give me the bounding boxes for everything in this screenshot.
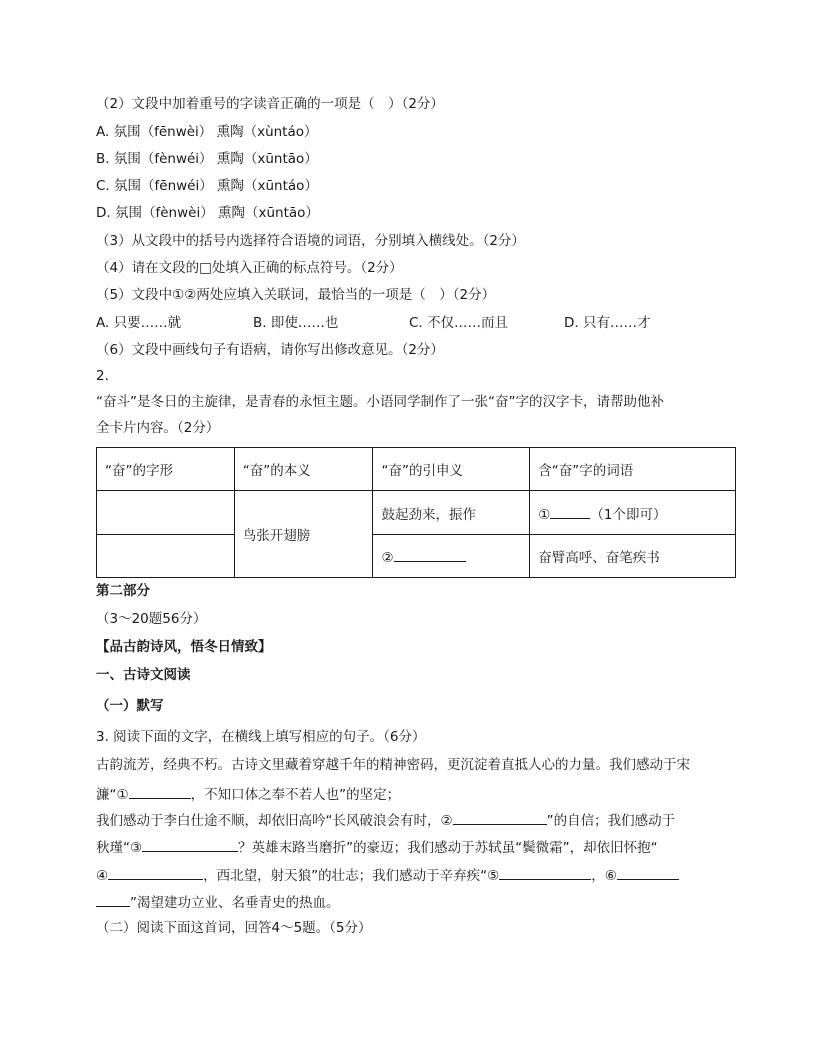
blank-2-label: ② [381, 549, 394, 566]
extended-meaning-cell-1: 鼓起劲来，振作 [373, 491, 530, 535]
part2-theme: 【品古韵诗风，悟冬日情致】 [96, 639, 272, 655]
q1-sub5-option-c: C. 不仅……而且 [409, 315, 509, 331]
q1-sub3: （3）从文段中的括号内选择符合语境的词语，分别填入横线处。（2分） [96, 233, 525, 249]
table-row [97, 535, 736, 578]
q1-sub5-option-a: A. 只要……就 [96, 315, 182, 331]
q3-line6 [96, 892, 340, 912]
answer-blank-2[interactable] [394, 547, 466, 562]
words-cell-1 [530, 491, 736, 535]
q3-line2-end: ，不知口体之奉不若人也”的坚定； [190, 787, 401, 803]
q1-sub2-option-d: D. 氛围（fènwèi） 熏陶（xūntāo） [96, 205, 319, 221]
answer-blank-q3-5[interactable] [499, 865, 591, 880]
q3-line3-start: 我们感动于李白仕途不顺，却依旧高吟“长风破浪会有时，② [96, 813, 453, 829]
q2-prompt-line2: 全卡片内容。（2分） [96, 420, 220, 436]
q3-line4-start: 秋瑾“③ [96, 840, 143, 856]
glyph-cell-2[interactable] [97, 535, 235, 578]
q1-sub5-option-d: D. 只有……才 [564, 315, 651, 331]
q1-sub2-option-c: C. 氛围（fēnwéi） 熏陶（xūntáo） [96, 178, 318, 194]
q2-prompt-line1: “奋斗”是冬日的主旋律，是青春的永恒主题。小语同学制作了一张“奋”字的汉字卡，请帮助他补 [96, 394, 664, 410]
header-original-meaning: “奋”的本义 [234, 448, 373, 491]
q4-stem: （二）阅读下面这首词，回答4～5题。（5分） [96, 920, 372, 936]
q3-line5 [96, 865, 679, 885]
q3-line3-end: ”的自信；我们感动于 [546, 813, 676, 829]
q3-line5-start: ④ [96, 868, 109, 884]
blank-1-suffix: （1个即可） [590, 506, 667, 523]
q1-sub2-option-b: B. 氛围（fènwéi） 熏陶（xūntāo） [96, 151, 318, 167]
words-cell-2: 奋臂高呼、奋笔疾书 [530, 535, 736, 578]
header-glyph: “奋”的字形 [97, 448, 235, 491]
extended-meaning-cell-2 [373, 535, 530, 578]
character-card-table [96, 447, 736, 578]
q3-line1: 古韵流芳，经典不朽。古诗文里藏着穿越千年的精神密码，更沉淀着直抵人心的力量。我们感动于宋 [96, 757, 690, 773]
subsection-heading-dictation: （一）默写 [96, 698, 164, 714]
answer-blank-q3-1[interactable] [129, 784, 191, 799]
q2-number: 2. [96, 368, 109, 384]
table-row [97, 491, 736, 535]
answer-blank-1[interactable] [550, 504, 590, 519]
answer-blank-q3-6-cont[interactable] [96, 892, 130, 907]
answer-blank-q3-2[interactable] [453, 810, 547, 825]
original-meaning-cell: 鸟张开翅膀 [234, 491, 373, 578]
part2-title: 第二部分 [96, 583, 150, 599]
section-heading-ancient-poetry: 一、古诗文阅读 [96, 667, 191, 683]
header-extended-meaning: “奋”的引申义 [373, 448, 530, 491]
q3-line4-end: ？英雄末路当磨折”的豪迈；我们感动于苏轼虽“鬓微霜”，却依旧怀抱“ [238, 840, 658, 856]
q1-sub6: （6）文段中画线句子有语病，请你写出修改意见。（2分） [96, 342, 444, 358]
header-words: 含“奋”字的词语 [530, 448, 736, 491]
q3-line6-end: ”渴望建功立业、名垂青史的热血。 [130, 895, 340, 911]
q1-sub4: （4）请在文段的□处填入正确的标点符号。（2分） [96, 260, 403, 276]
q1-sub5: （5）文段中①②两处应填入关联词，最恰当的一项是（ ）（2分） [96, 287, 496, 303]
q3-line2-start: 濂“① [96, 787, 129, 803]
q1-sub5-option-b: B. 即使……也 [253, 315, 339, 331]
answer-blank-q3-3[interactable] [142, 837, 238, 852]
q1-sub2: （2）文段中加着重号的字读音正确的一项是（ ）（2分） [96, 96, 444, 112]
q3-line3 [96, 810, 675, 830]
answer-blank-q3-6[interactable] [617, 865, 679, 880]
blank-1-label: ① [538, 506, 551, 523]
q3-stem: 3. 阅读下面的文字，在横线上填写相应的句子。（6分） [96, 729, 426, 745]
q3-line4 [96, 837, 658, 857]
q1-sub2-option-a: A. 氛围（fēnwèi） 熏陶（xùntáo） [96, 124, 318, 140]
q3-line5-sep: ，⑥ [591, 868, 617, 884]
q3-line5-mid: ，西北望，射天狼”的壮志；我们感动于辛弃疾“⑤ [203, 868, 500, 884]
table-header-row [97, 448, 736, 491]
q3-line2 [96, 784, 400, 804]
answer-blank-q3-4[interactable] [108, 865, 203, 880]
glyph-cell-1[interactable] [97, 491, 235, 535]
part2-range: （3～20题56分） [96, 611, 207, 627]
